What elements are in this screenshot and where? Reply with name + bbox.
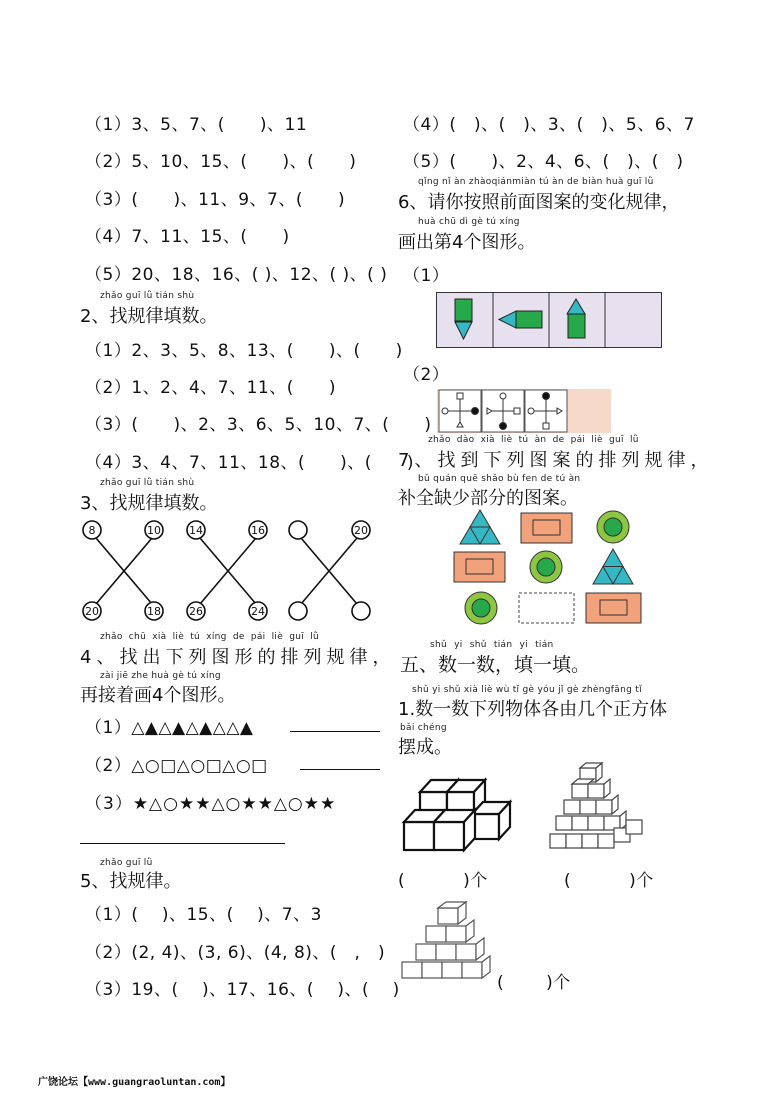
sec6-sub2: （2） [403,365,450,385]
cross1-bl: 20 [85,605,99,618]
cross2-tr: 16 [251,524,265,537]
sec1-q4: （4）7、11、15、( ) [85,227,290,247]
answer-blank-3[interactable]: ( )个 [497,973,571,993]
cross1-tr: 10 [147,524,161,537]
sec7-title2: 补全缺少部分的图案。 [398,488,578,509]
sec2-title: 2、找规律填数。 [80,306,218,327]
sec5-q1: （1）( )、15、( )、7、3 [85,905,322,925]
q1-pinyin2: bǎi chéng [400,723,447,733]
cross1-tl: 8 [88,524,96,537]
sec5-q3: （3）19、( )、17、16、( )、( ) [85,980,400,1000]
sec4-title2: 再接着画4个图形。 [80,685,236,706]
sec1-q1: （1）3、5、7、( )、11 [85,115,308,135]
cross3-tl-circle [289,521,307,539]
cross2-tl: 14 [189,524,203,537]
sec5-title: 5、找规律。 [80,871,182,892]
answer-blank-1[interactable]: ( )个 [398,871,488,891]
right-q5: （5）( )、2、4、6、( )、( ) [403,152,684,172]
sec1-q3: （3）( )、11、9、7、( ) [85,190,346,210]
sec3-pinyin: zhǎo guī lǜ tián shù [100,478,195,488]
sec5h-title: 五、数一数，填一填。 [400,654,591,676]
sec6-pinyin: qǐng nǐ àn zhàoqiánmiàn tú àn de biàn huà guī lǜ [418,177,654,187]
sec4-pinyin2: zài jiē zhe huà gè tú xíng [100,671,221,681]
cube-figure-2 [546,762,646,854]
sec7-pinyin: zhǎo dào xià liè tú àn de pái liè guī lǜ [428,435,639,445]
sec6-title: 6、请你按照前面图案的变化规律， [398,192,680,213]
sec4-q2: （2）△○□△○□△○□ [85,756,268,776]
cube-figure-1 [400,772,515,854]
cross2-br: 24 [251,605,265,618]
cross3-tr: 20 [354,524,368,537]
square-shape [568,314,585,338]
sec4-pinyin: zhǎo chū xià liè tú xíng de pái liè guī lǜ [100,632,320,642]
answer-line [300,769,380,770]
square-shape [516,311,542,328]
sec3-title: 3、找规律填数。 [80,493,218,514]
sec2-q2: （2）1、2、4、7、11、( ) [85,378,336,398]
sec6-sub1: （1） [403,266,450,286]
cross2-bl: 26 [189,605,203,618]
answer-line [290,731,380,732]
cross1-br: 18 [147,605,161,618]
sec7-title: 7、找到下列图案的排列规律， [398,450,714,471]
q1-pinyin: shǔ yi shǔ xià liè wù tǐ gè yóu jǐ gè zhèngfāng tǐ [412,685,642,695]
sec1-q5: （5）20、18、16、( )、12、( )、( ) [85,265,388,285]
cube-stack [402,902,490,978]
rect-pattern [454,552,505,582]
sec2-q3: （3）( )、2、3、6、5、10、7、( ) [85,415,432,435]
cube-figure-3 [398,900,498,984]
sec2-pinyin: zhǎo guī lǜ tián shù [100,291,195,301]
q1-title: 1.数一数下列物体各由几个正方体 [398,699,668,720]
sec5h-pinyin: shǔ yi shǔ tián yi tián [430,640,554,650]
sec4-q1: （1）△▲△▲△▲△△▲ [85,718,254,738]
sec6-pinyin2: huà chū dì gè tú xíng [418,217,520,227]
sec4-q3: （3）★△○★★△○★★△○★★ [85,794,337,814]
pattern-grid [450,508,650,626]
sec2-q4: （4）3、4、7、11、18、( )、( ) [85,453,415,473]
cube-stack [550,763,642,848]
sec5-pinyin: zhǎo guī lǜ [100,858,153,868]
footer-text: 广饶论坛【www.guangraoluntan.com】 [38,1077,231,1088]
answer-line [80,843,285,844]
rect-pattern [586,593,641,623]
missing-pattern-box [519,593,574,623]
rect-pattern [521,513,572,543]
sec5-q2: （2）(2, 4)、(3, 6)、(4, 8)、( , ) [85,943,386,963]
square-shape [455,299,472,321]
cross3-bl-circle [289,602,307,620]
sec2-q1: （1）2、3、5、8、13、( )、( ) [85,341,403,361]
sec7-pinyin2: bǔ quán quē shǎo bù fen de tú àn [418,474,581,484]
sec4-title: 4、找出下列图形的排列规律， [80,647,396,668]
right-q4: （4）( )、( )、3、( )、5、6、7 [403,115,695,135]
cross3-br-circle [352,602,370,620]
sec6-title2: 画出第4个图形。 [398,232,536,253]
sec1-q2: （2）5、10、15、( )、( ) [85,152,357,172]
pattern-panel-1 [436,292,662,348]
q1-title2: 摆成。 [398,737,452,758]
cross-diagrams [78,522,383,622]
answer-blank-2[interactable]: ( )个 [564,871,654,891]
pattern-panel-2 [437,389,611,433]
